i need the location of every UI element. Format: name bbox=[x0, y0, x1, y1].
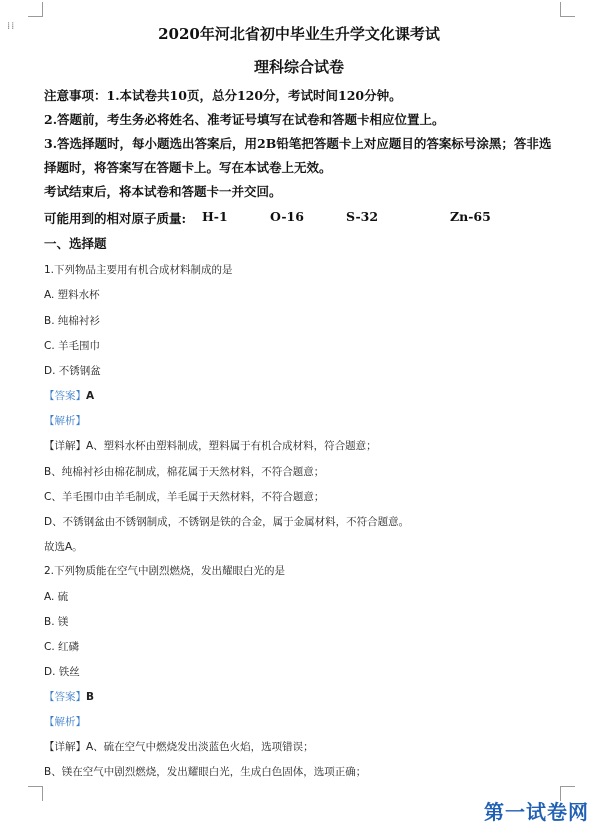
option: C. 羊毛围巾 bbox=[44, 340, 101, 352]
conclusion: 故选A。 bbox=[44, 541, 83, 553]
answer-value: A bbox=[86, 390, 95, 402]
detail-line bbox=[44, 438, 377, 453]
page-corner-mark bbox=[28, 2, 43, 17]
answer-value: B bbox=[86, 691, 95, 703]
detail-line bbox=[44, 739, 314, 754]
detail-line: C、羊毛围巾由羊毛制成，羊毛属于天然材料，不符合题意； bbox=[44, 491, 325, 503]
drag-handle-icon[interactable]: ⁞⁞ bbox=[7, 21, 16, 32]
detail-line: B、纯棉衬衫由棉花制成，棉花属于天然材料，不符合题意； bbox=[44, 466, 325, 478]
site-watermark: 第一试卷网 bbox=[484, 800, 589, 824]
atomic-mass-value: H-1 bbox=[202, 209, 228, 224]
answer-tag: 【答案】 bbox=[44, 390, 86, 402]
detail-line: B、镁在空气中剧烈燃烧，发出耀眼白光，生成白色固体，选项正确； bbox=[44, 766, 367, 778]
exam-subtitle: 理科综合试卷 bbox=[253, 58, 344, 76]
atomic-mass-value: O-16 bbox=[270, 209, 304, 224]
section-heading: 一、选择题 bbox=[44, 236, 107, 251]
analysis-tag: 【解析】 bbox=[44, 716, 86, 728]
exam-title: 2020年河北省初中毕业生升学文化课考试 bbox=[158, 25, 440, 43]
detail-tag: 【详解】 bbox=[44, 440, 86, 452]
analysis-tag: 【解析】 bbox=[44, 415, 86, 427]
notice-line: 择题时，将答案写在答题卡上。写在本试卷上无效。 bbox=[44, 160, 332, 175]
option: C. 红磷 bbox=[44, 641, 80, 653]
notice-line: 3.答选择题时，每小题选出答案后，用2B铅笔把答题卡上对应题目的答案标号涂黑；答非选 bbox=[44, 136, 552, 151]
option: A. 塑料水杯 bbox=[44, 289, 100, 301]
page-corner-mark bbox=[28, 786, 43, 801]
notice-line: 注意事项：1.本试卷共10页，总分120分，考试时间120分钟。 bbox=[44, 88, 402, 103]
option: D. 铁丝 bbox=[44, 666, 80, 678]
option: B. 镁 bbox=[44, 616, 69, 628]
atomic-mass-label: 可能用到的相对原子质量: bbox=[44, 211, 187, 226]
detail-text: A、硫在空气中燃烧发出淡蓝色火焰，选项错误； bbox=[86, 741, 314, 753]
answer-line bbox=[44, 388, 94, 403]
option: B. 纯棉衬衫 bbox=[44, 315, 100, 327]
option: D. 不锈钢盆 bbox=[44, 365, 101, 377]
detail-tag: 【详解】 bbox=[44, 741, 86, 753]
notice-line: 2.答题前，考生务必将姓名、准考证号填写在试卷和答题卡相应位置上。 bbox=[44, 112, 445, 127]
question-stem: 1.下列物品主要用有机合成材料制成的是 bbox=[44, 264, 233, 276]
atomic-mass-value: Zn-65 bbox=[450, 209, 491, 224]
atomic-mass-value: S-32 bbox=[346, 209, 379, 224]
question-stem: 2.下列物质能在空气中剧烈燃烧，发出耀眼白光的是 bbox=[44, 565, 286, 577]
option: A. 硫 bbox=[44, 591, 69, 603]
page-corner-mark bbox=[560, 2, 575, 17]
answer-line bbox=[44, 689, 94, 704]
answer-tag: 【答案】 bbox=[44, 691, 86, 703]
detail-text: A、塑料水杯由塑料制成，塑料属于有机合成材料，符合题意； bbox=[86, 440, 377, 452]
notice-line: 考试结束后，将本试卷和答题卡一并交回。 bbox=[44, 184, 282, 199]
detail-line: D、不锈钢盆由不锈钢制成，不锈钢是铁的合金，属于金属材料，不符合题意。 bbox=[44, 516, 410, 528]
